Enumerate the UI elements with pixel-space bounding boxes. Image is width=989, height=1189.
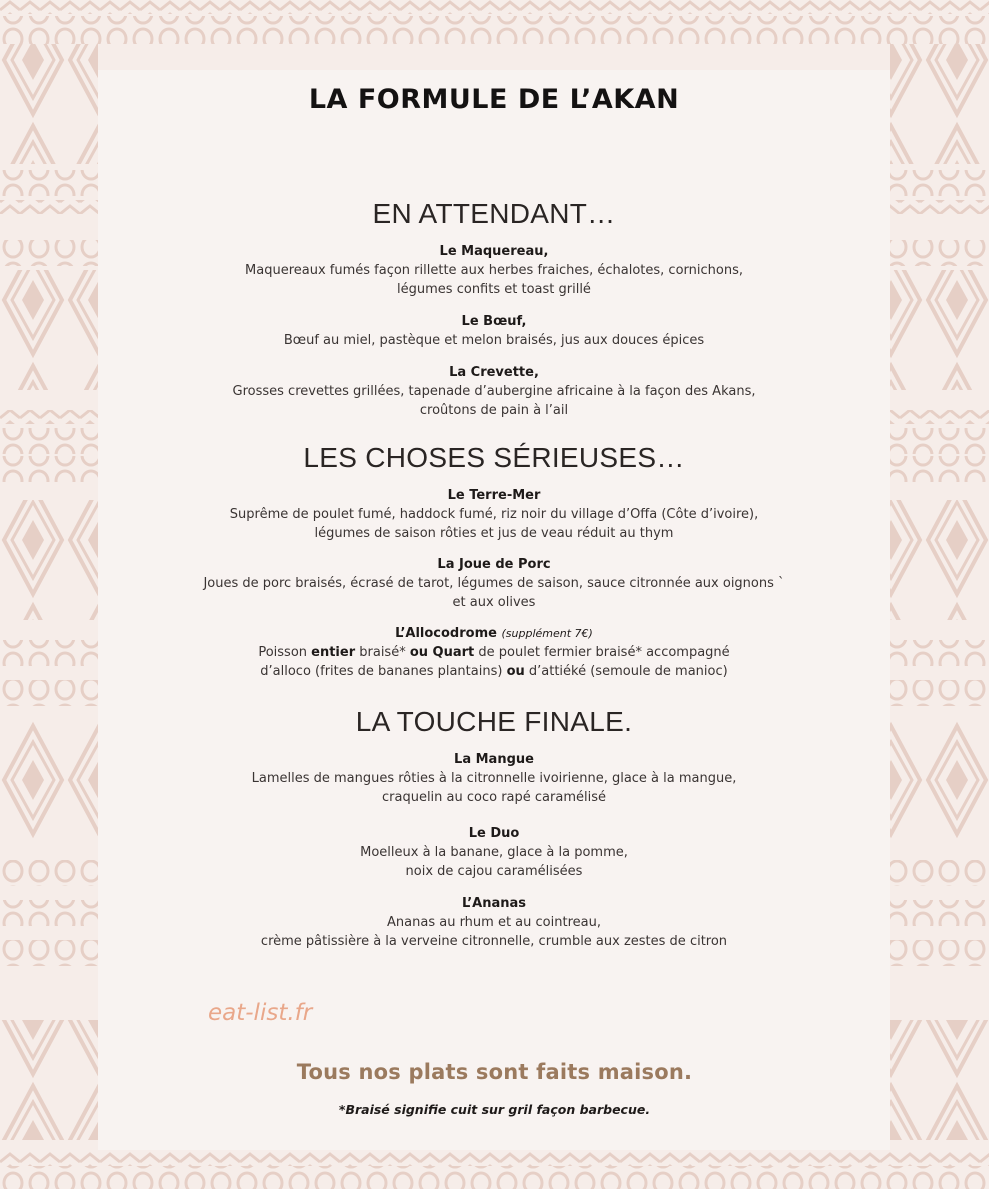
dish-boeuf	[98, 312, 890, 350]
dish-description: Lamelles de mangues rôties à la citronnelle ivoirienne, glace à la mangue, craquelin au coco rapé caramélisé	[251, 771, 737, 805]
dish-description: Grosses crevettes grillées, tapenade d’aubergine africaine à la façon des Akans, croûtons de pain à l’ail	[232, 384, 756, 418]
dish-name: Le Maquereau,	[439, 244, 549, 259]
dish-description: Ananas au rhum et au cointreau, crème pâtissière à la verveine citronnelle, crumble aux zestes de citron	[260, 915, 728, 949]
menu-card	[98, 70, 890, 1150]
dish-name: L’Ananas	[461, 896, 527, 911]
section-title: LES CHOSES SÉRIEUSES…	[303, 442, 685, 473]
dish-name: Le Duo	[468, 826, 520, 841]
footnote: *Braisé signifie cuit sur gril façon barbecue.	[338, 1102, 651, 1117]
dish-duo	[98, 824, 890, 881]
desc-text: braisé*	[355, 645, 410, 660]
dish-description	[98, 643, 890, 681]
desc-text: de poulet fermier braisé* accompagné	[474, 645, 730, 660]
dish-description: Suprême de poulet fumé, haddock fumé, riz noir du village d’Offa (Côte d’ivoire), légumes de saison rôties et jus de veau réduit au thym	[229, 507, 759, 541]
dish-supplement: (supplément 7€)	[501, 627, 593, 640]
section-title: LA TOUCHE FINALE.	[355, 706, 633, 737]
dish-name: La Joue de Porc	[437, 557, 551, 572]
desc-emphasis: ou Quart	[409, 645, 475, 660]
section-choses-serieuses	[98, 442, 890, 681]
dish-name: Le Terre-Mer	[447, 488, 541, 503]
section-en-attendant	[98, 198, 890, 420]
dish-ananas	[98, 894, 890, 951]
dish-name: La Mangue	[454, 752, 534, 767]
desc-text: d’attiéké (semoule de manioc)	[524, 664, 728, 679]
dish-name-line	[98, 624, 890, 643]
dish-allocodrome	[98, 624, 890, 681]
menu-title: LA FORMULE DE L’AKAN	[308, 84, 680, 115]
dish-name: La Crevette,	[449, 365, 539, 380]
dish-name: Le Bœuf,	[461, 314, 527, 329]
dish-description: Maquereaux fumés façon rillette aux herbes fraiches, échalotes, cornichons, légumes confits et toast grillé	[245, 263, 743, 297]
dish-description: Joues de porc braisés, écrasé de tarot, légumes de saison, sauce citronnée aux oignons ` et aux olives	[203, 576, 785, 610]
homemade-notice: Tous nos plats sont faits maison.	[296, 1060, 693, 1084]
dish-mangue	[98, 750, 890, 807]
dish-joue-de-porc	[98, 555, 890, 612]
section-touche-finale	[98, 706, 890, 951]
desc-text: Poisson	[258, 645, 312, 660]
watermark-text: eat-list.fr	[208, 1000, 313, 1026]
dish-description: Moelleux à la banane, glace à la pomme, noix de cajou caramélisées	[360, 845, 628, 879]
section-title: EN ATTENDANT…	[372, 198, 616, 229]
dish-crevette	[98, 363, 890, 420]
desc-emphasis: ou	[506, 664, 525, 679]
dish-terre-mer	[98, 486, 890, 543]
dish-description: Bœuf au miel, pastèque et melon braisés, jus aux douces épices	[283, 333, 705, 348]
dish-maquereau	[98, 242, 890, 299]
dish-name: L’Allocodrome	[395, 626, 497, 641]
desc-text: d’alloco (frites de bananes plantains)	[260, 664, 507, 679]
desc-emphasis: entier	[311, 645, 356, 660]
